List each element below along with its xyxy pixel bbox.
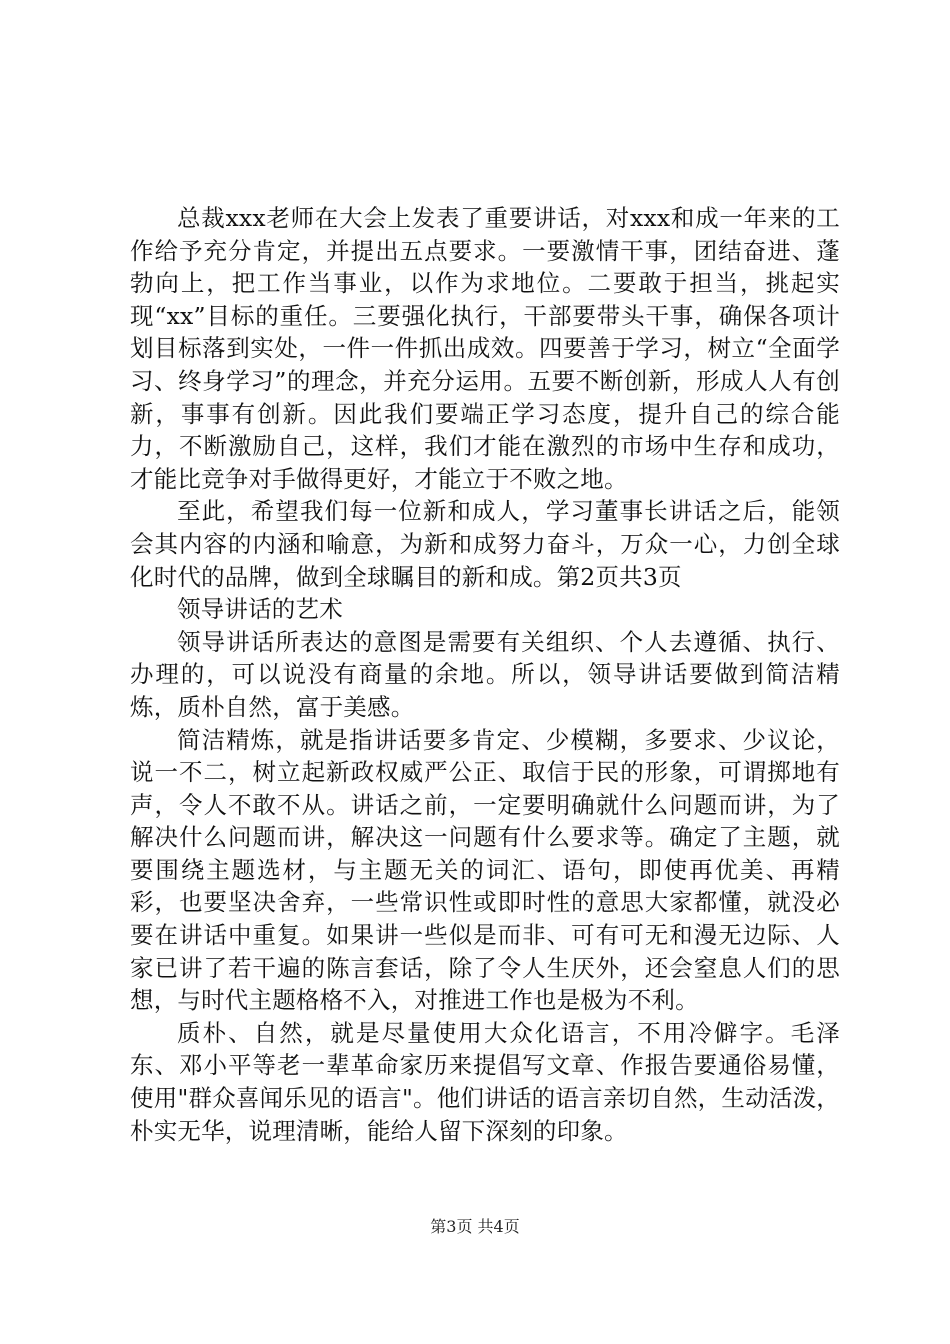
paragraph-plain-natural: 质朴、自然，就是尽量使用大众化语言，不用冷僻字。毛泽东、邓小平等老一辈革命家历来提倡写文章、作报告要通俗易懂，使用"群众喜闻乐见的语言"。他们讲话的语言亲切自然，生动活泼，朴实无华，说理清晰，能给人留下深刻的印象。 xyxy=(130,1018,840,1145)
paragraph-speech-summary: 总裁xxx老师在大会上发表了重要讲话，对xxx和成一年来的工作给予充分肯定，并提出五点要求。一要激情干事，团结奋进、蓬勃向上，把工作当事业，以作为求地位。二要敢于担当，挑起实现“xx”目标的重任。三要强化执行，干部要带头干事，确保各项计划目标落到实处，一件一件抓出成效。四要善于学习，树立“全面学习、终身学习”的理念，并充分运用。五要不断创新，形成人人有创新，事事有创新。因此我们要端正学习态度，提升自己的综合能力，不断激励自己，这样，我们才能在激烈的市场中生存和成功，才能比竞争对手做得更好，才能立于不败之地。 xyxy=(130,204,840,493)
document-body xyxy=(130,202,840,1147)
paragraph-concise: 简洁精炼，就是指讲话要多肯定、少模糊，多要求、少议论，说一不二，树立起新政权威严公正、取信于民的形象，可谓掷地有声，令人不敢不从。讲话之前，一定要明确就什么问题而讲，为了解决什么问题而讲，解决这一问题有什么要求等。确定了主题，就要围绕主题选材，与主题无关的词汇、语句，即使再优美、再精彩，也要坚决舍弃，一些常识性或即时性的意思大家都懂，就没必要在讲话中重复。如果讲一些似是而非、可有可无和漫无边际、人家已讲了若干遍的陈言套话，除了令人生厌外，还会窒息人们的思想，与时代主题格格不入，对推进工作也是极为不利。 xyxy=(130,725,840,1015)
paragraph-closing: 至此，希望我们每一位新和成人，学习董事长讲话之后，能领会其内容的内涵和喻意，为新和成努力奋斗，万众一心，力创全球化时代的品牌，做到全球瞩目的新和成。第2页共3页 xyxy=(130,497,840,591)
paragraph-intro: 领导讲话所表达的意图是需要有关组织、个人去遵循、执行、办理的，可以说没有商量的余地。所以，领导讲话要做到简洁精炼，质朴自然，富于美感。 xyxy=(130,627,840,721)
page-footer: 第3页 共4页 xyxy=(430,1217,520,1236)
section-title: 领导讲话的艺术 xyxy=(177,595,343,624)
